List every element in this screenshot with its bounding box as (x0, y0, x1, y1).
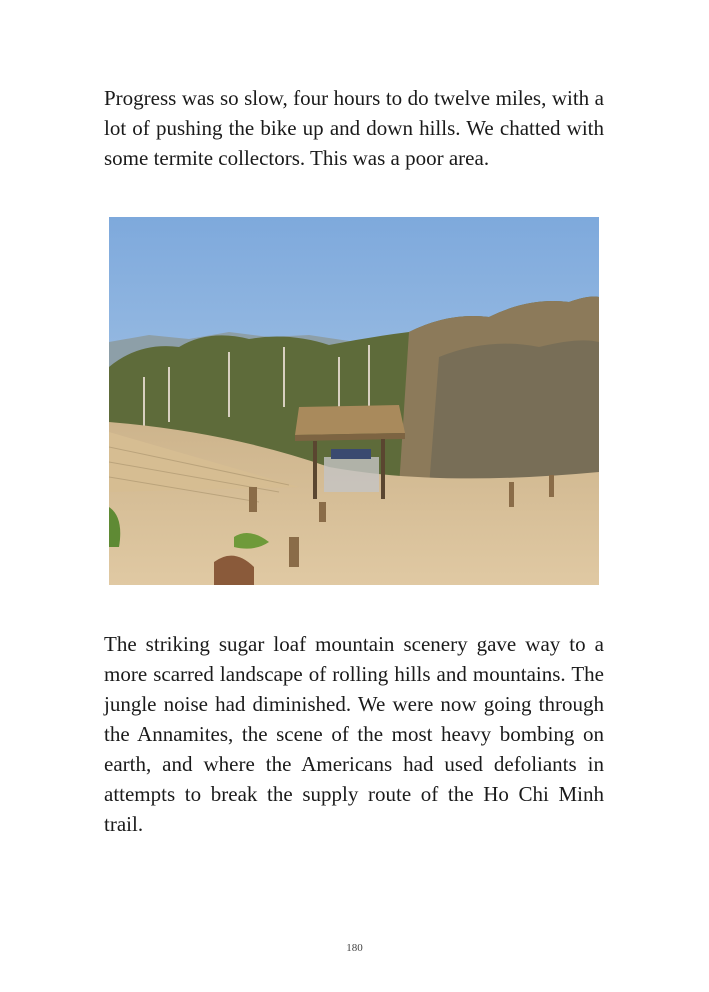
landscape-photo (109, 217, 599, 585)
paragraph-progress: Progress was so slow, four hours to do twelve miles, with a lot of pushing the bike up and down hills. We chatted with some termite collectors. This was a poor area. (104, 86, 604, 170)
paragraph-landscape: The striking sugar loaf mountain scenery gave way to a more scarred landscape of rolling hills and mountains. The jungle noise had diminished. We were now going through the Annamites, the scene of the most heavy bombing on earth, and where the Americans had used defoliants in attempts to break the supply route of the Ho Chi Minh trail. (104, 632, 604, 836)
page-number: 180 (346, 942, 363, 954)
